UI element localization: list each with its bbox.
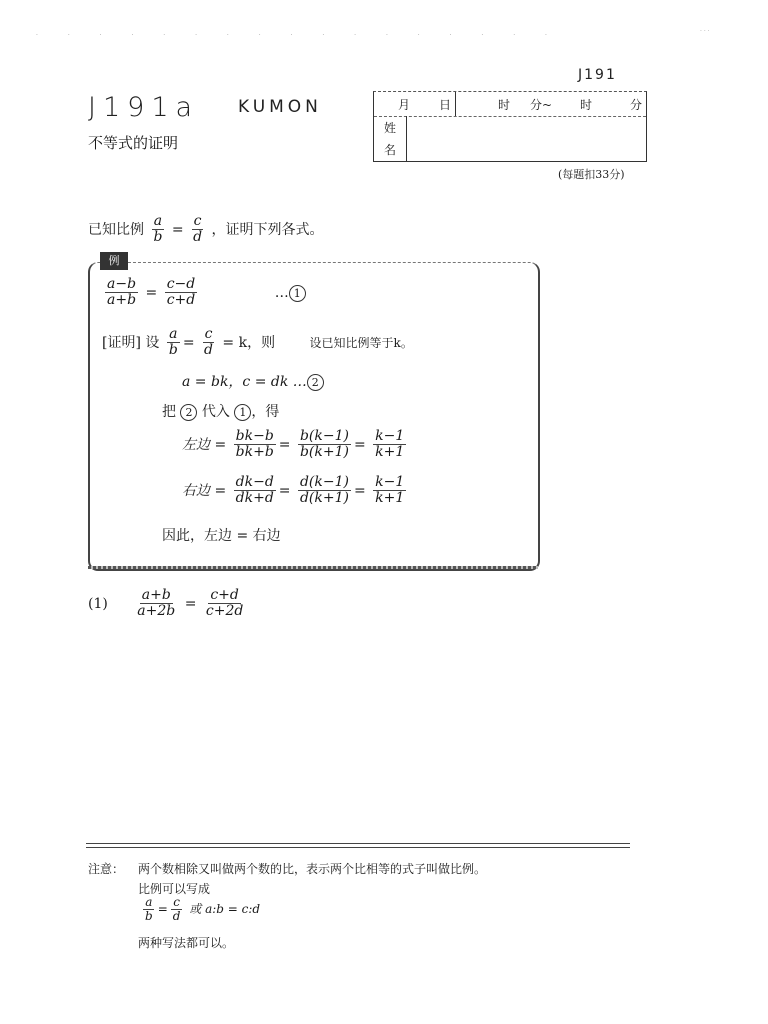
- example-equation: [102, 277, 306, 309]
- note-ratio-form: 或 a:b = c:d: [189, 902, 261, 917]
- conclusion: 因此，左边 = 右边: [162, 528, 281, 544]
- circled-number-2: 2: [307, 374, 324, 391]
- note-line-3: $\frac{a}{b}$ = $\frac{c}{d}$ 或 a:b = c:d: [145, 895, 261, 924]
- scan-noise-right: · · ·: [700, 28, 710, 35]
- proof-note: 设已知比例等于k。: [309, 335, 413, 350]
- answer-area[interactable]: [88, 640, 628, 830]
- end-hour-field[interactable]: 时: [579, 97, 592, 112]
- note-line-2: 比例可以写成: [138, 882, 211, 896]
- instruction-suffix: ，证明下列各式。: [211, 221, 324, 238]
- name-label-char-1: 姓: [383, 120, 396, 135]
- instruction-prefix: 已知比例: [88, 221, 144, 238]
- equals-sign: =: [145, 284, 158, 301]
- note-label: 注意：: [88, 862, 125, 876]
- circled-number-2: 2: [180, 404, 197, 421]
- start-hour-field[interactable]: 时: [497, 97, 510, 112]
- denominator: b: [153, 229, 163, 246]
- proof-label: [证明]: [102, 334, 141, 351]
- denominator: b: [168, 342, 178, 359]
- numerator: a: [145, 895, 153, 909]
- example-box: [88, 262, 540, 571]
- circled-number-1: 1: [289, 285, 306, 302]
- name-field[interactable]: [408, 116, 646, 161]
- end-minute-field[interactable]: 分: [629, 97, 642, 112]
- numerator: a−b: [107, 276, 137, 292]
- worksheet-id: J191a: [88, 92, 200, 123]
- step-3: [162, 401, 279, 421]
- denominator: d: [193, 229, 203, 246]
- step-3-pre: 把: [162, 404, 176, 420]
- proof-setup: [证明] 设 $\frac{a}{b}$ = $\frac{c}{d}$ = k，则 设已知比例等于k。: [102, 326, 413, 359]
- numerator: c: [173, 895, 180, 909]
- note-line-4: 两种写法都可以。: [138, 936, 235, 950]
- equals-sign: =: [278, 482, 291, 499]
- numerator: bk−b: [235, 428, 274, 444]
- numerator: dk−d: [235, 474, 274, 490]
- numerator: c+d: [210, 587, 239, 603]
- step-2-text: a = bk，c = dk …: [182, 374, 307, 390]
- numerator: c: [193, 213, 202, 229]
- denominator: dk+d: [235, 490, 274, 507]
- note-line-1: 两个数相除又叫做两个数的比，表示两个比相等的式子叫做比例。: [138, 862, 487, 876]
- denominator: d: [204, 342, 213, 359]
- month-field[interactable]: 月: [397, 97, 410, 112]
- problem-1: [88, 588, 248, 620]
- worksheet-code: J191: [578, 67, 617, 83]
- ellipsis: …: [274, 284, 289, 301]
- numerator: c−d: [166, 276, 196, 292]
- denominator: c+2d: [205, 603, 244, 620]
- denominator: a+b: [107, 292, 137, 309]
- denominator: k+1: [375, 490, 405, 507]
- numerator: c: [204, 326, 213, 342]
- day-field[interactable]: 日: [414, 92, 456, 116]
- left-side-derivation: [182, 429, 409, 461]
- scan-noise: · · · · · · · · · · · · · · · · ·: [36, 32, 561, 39]
- denominator: b: [145, 909, 153, 924]
- equals-sign: =: [353, 482, 366, 499]
- proof-set: 设: [145, 334, 160, 351]
- name-label-char-2: 名: [383, 143, 396, 158]
- numerator: d(k−1): [299, 474, 349, 490]
- score-note: (每题扣33分): [558, 168, 625, 181]
- numerator: k−1: [375, 474, 405, 490]
- equals-sign: =: [171, 221, 184, 238]
- denominator: b(k+1): [299, 444, 349, 461]
- numerator: a: [169, 326, 178, 342]
- start-minute-field[interactable]: 分~: [529, 97, 552, 112]
- brand-logo: KUMON: [238, 97, 322, 117]
- numerator: k−1: [375, 428, 405, 444]
- equals-sign: =: [278, 436, 291, 453]
- info-box: [373, 91, 647, 162]
- step-3-post: ，得: [251, 404, 280, 420]
- denominator: k+1: [375, 444, 405, 461]
- instruction: [88, 214, 323, 246]
- subject-title: 不等式的证明: [88, 134, 179, 152]
- date-time-row: [374, 92, 646, 117]
- denominator: a+2b: [137, 603, 176, 620]
- numerator: a+b: [141, 587, 171, 603]
- problem-number: (1): [88, 595, 108, 612]
- denominator: bk+b: [235, 444, 274, 461]
- example-tag: 例: [100, 252, 128, 270]
- equals-sign: =: [353, 436, 366, 453]
- denominator: d: [172, 909, 181, 924]
- circled-number-1: 1: [234, 404, 251, 421]
- fraction-c-d: [191, 214, 204, 246]
- right-label: 右边 =: [182, 482, 227, 499]
- right-side-derivation: [182, 475, 409, 507]
- name-label: [374, 116, 407, 161]
- equals-sign: =: [184, 595, 197, 612]
- denominator: c+d: [166, 292, 196, 309]
- note-divider: [86, 843, 630, 848]
- step-3-mid: 代入: [201, 404, 230, 420]
- example-bottom-border: [88, 566, 538, 569]
- denominator: d(k+1): [299, 490, 349, 507]
- proof-tail: = k，则: [222, 334, 276, 351]
- left-label: 左边 =: [182, 436, 227, 453]
- step-2: [182, 371, 324, 391]
- numerator: b(k−1): [299, 428, 349, 444]
- fraction-a-b: [151, 214, 164, 246]
- numerator: a: [153, 213, 163, 229]
